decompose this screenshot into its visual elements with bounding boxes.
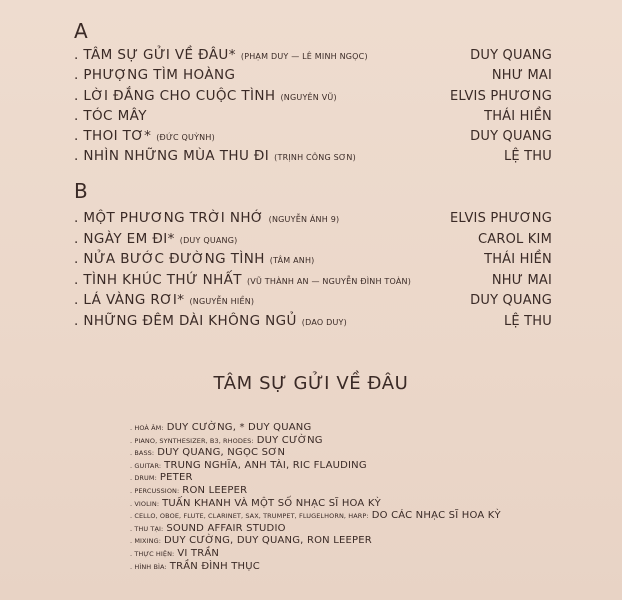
track-singer: THÁI HIỀN [484, 252, 552, 267]
credit-role: . PERCUSSION: [130, 486, 180, 495]
track-title: . NỬA BƯỚC ĐƯỜNG TÌNH [74, 251, 265, 267]
credit-line [130, 561, 530, 574]
track-row [74, 251, 552, 271]
track-title: . TÓC MÂY [74, 108, 147, 124]
credit-line [130, 535, 530, 548]
side-b-label: B [74, 179, 88, 203]
track-singer: NHƯ MAI [491, 273, 552, 288]
track-credit: (NGUYỄN ÁNH 9) [268, 215, 340, 224]
credit-names: SOUND AFFAIR STUDIO [166, 522, 286, 534]
track-singer: LỆ THU [503, 314, 552, 329]
track-credit: (DAO DUY) [301, 318, 347, 327]
credit-line [130, 435, 530, 448]
track-credit: (TRỊNH CÔNG SƠN) [274, 153, 356, 162]
track-title: . NHÌN NHỮNG MÙA THU ĐI [74, 148, 270, 164]
track-star: * [177, 292, 185, 308]
track-singer: ELVIS PHƯƠNG [450, 211, 552, 226]
credit-line [130, 510, 530, 523]
credit-line [130, 485, 530, 498]
track-credit: (VŨ THÀNH AN — NGUYỄN ĐÌNH TOÀN) [246, 277, 412, 286]
track-singer: LỆ THU [503, 149, 552, 164]
credit-line [130, 548, 530, 561]
track-row [74, 313, 552, 333]
track-star: * [144, 128, 152, 144]
credit-line [130, 498, 530, 511]
credit-names: DO CÁC NHẠC SĨ HOA KỲ [371, 510, 501, 522]
track-star: * [228, 47, 236, 63]
track-credit: (NGUYỄN HIỀN) [189, 297, 255, 306]
credit-role: . THỰC HIỆN: [130, 549, 175, 558]
credit-names: DUY CƯỜNG [256, 434, 323, 446]
track-credit: (TÂM ANH) [269, 256, 315, 265]
credit-line [130, 523, 530, 536]
credit-line [130, 422, 530, 435]
credit-names: RON LEEPER [182, 484, 248, 496]
credit-names: DUY CƯỜNG, DUY QUANG, RON LEEPER [164, 535, 372, 547]
track-singer: DUY QUANG [470, 129, 552, 144]
credit-role: . BASS: [130, 449, 155, 458]
credit-role: . THU TẠI: [130, 524, 164, 533]
credit-role: . DRUM: [130, 474, 157, 483]
side-a-label: A [74, 19, 88, 43]
track-row [74, 128, 552, 148]
credit-names: VI TRẦN [177, 547, 220, 559]
credit-role: . HOÀ ÂM: [130, 424, 164, 432]
credit-names: PETER [159, 472, 193, 484]
credit-names: TRẦN ĐÌNH THỤC [169, 560, 260, 572]
credit-role: . VIOLIN: [130, 499, 160, 508]
credit-names: TRUNG NGHĨA, ANH TÀI, RIC FLAUDING [164, 459, 367, 471]
track-title: . PHƯỢNG TÌM HOÀNG [74, 67, 236, 83]
credits-list [130, 422, 530, 573]
track-credit: (PHẠM DUY — LÊ MINH NGỌC) [240, 52, 368, 61]
track-title: . LÁ VÀNG RƠI [74, 292, 178, 308]
track-singer: THÁI HIỀN [484, 109, 552, 124]
track-title: . NHỮNG ĐÊM DÀI KHÔNG NGỦ [74, 313, 297, 329]
credit-line [130, 447, 530, 460]
track-singer: ELVIS PHƯƠNG [450, 89, 552, 104]
credit-line [130, 460, 530, 473]
track-title: . LỜI ĐẮNG CHO CUỘC TÌNH [74, 88, 276, 104]
track-title: . TÌNH KHÚC THỨ NHẤT [74, 272, 242, 288]
track-row [74, 210, 552, 230]
track-row [74, 148, 552, 168]
track-row [74, 67, 552, 87]
credit-names: DUY CƯỜNG, * DUY QUANG [166, 422, 312, 433]
track-title: . MỘT PHƯƠNG TRỜI NHỚ [74, 210, 264, 226]
track-title: . THOI TƠ [74, 128, 145, 144]
track-title: . TÂM SỰ GỬI VỀ ĐÂU [74, 47, 229, 63]
track-singer: NHƯ MAI [491, 68, 552, 83]
track-singer: DUY QUANG [470, 48, 552, 63]
track-row [74, 47, 552, 67]
track-star: * [167, 231, 175, 247]
track-row [74, 231, 552, 251]
credit-role: . CELLO, OBOE, FLUTE, CLARINET, SAX, TRUMPET, FLUGELHORN, HARP: [130, 512, 369, 521]
credit-names: TUẤN KHANH VÀ MỘT SỐ NHẠC SĨ HOA KỲ [162, 497, 381, 509]
track-singer: DUY QUANG [470, 293, 552, 308]
credit-role: . PIANO, SYNTHESIZER, B3, RHODES: [130, 436, 254, 445]
track-credit: (DUY QUANG) [179, 236, 238, 245]
track-title: . NGÀY EM ĐI [74, 231, 168, 247]
track-row [74, 272, 552, 292]
track-row [74, 292, 552, 312]
credit-role: . GUITAR: [130, 461, 162, 470]
track-credit: (ĐỨC QUỲNH) [156, 133, 215, 142]
credit-role: . MIXING: [130, 537, 162, 546]
album-title: TÂM SỰ GỬI VỀ ĐÂU [213, 373, 409, 394]
credit-line [130, 472, 530, 485]
credit-role: . HÌNH BÌA: [130, 562, 167, 571]
track-singer: CAROL KIM [478, 232, 552, 247]
credit-names: DUY QUANG, NGỌC SƠN [157, 447, 286, 459]
track-row [74, 88, 552, 108]
track-row [74, 108, 552, 128]
track-credit: (NGUYÊN VŨ) [280, 93, 337, 102]
